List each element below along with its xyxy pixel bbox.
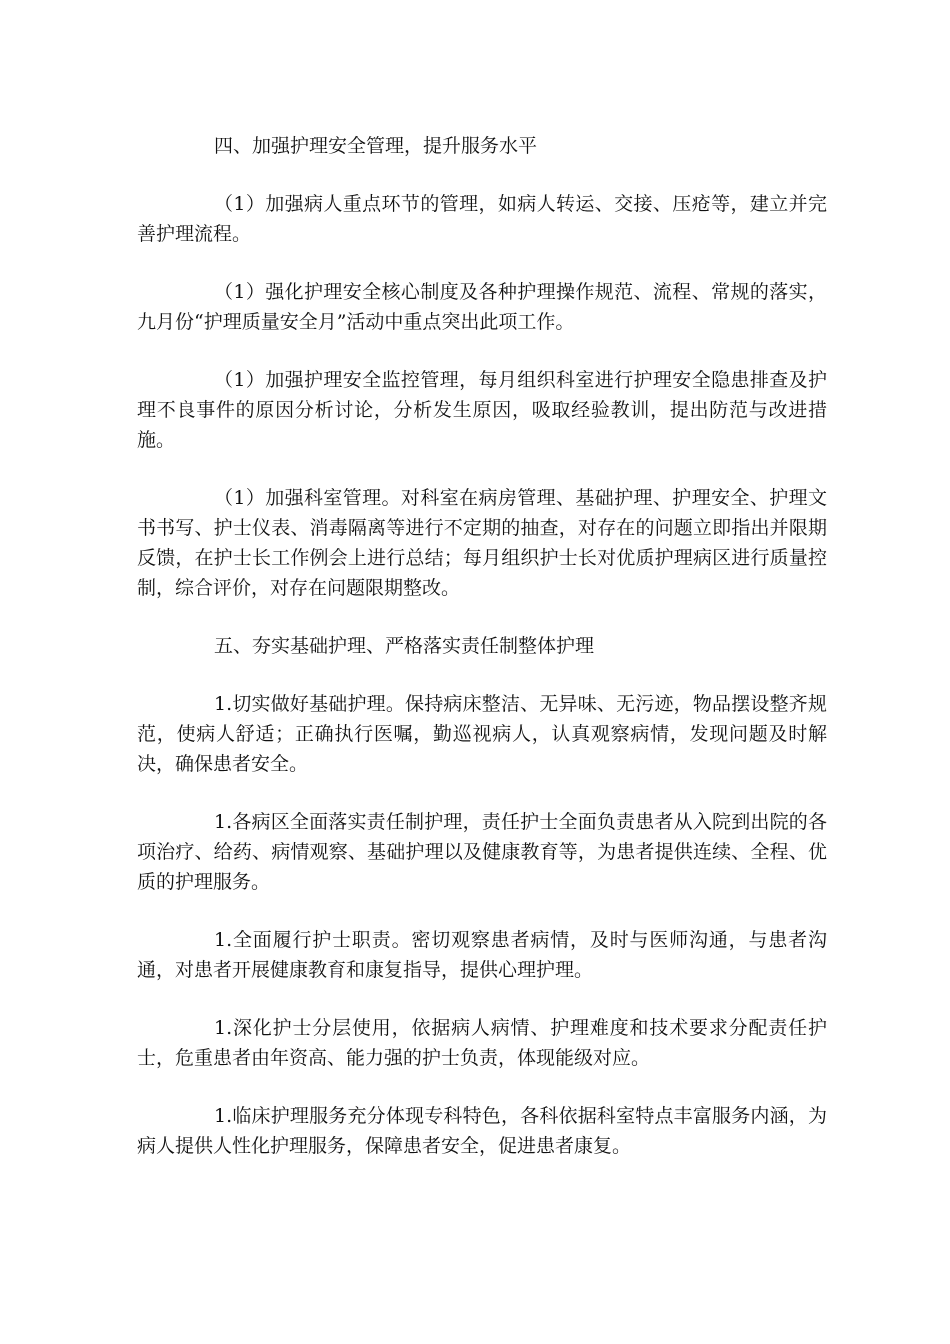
- paragraph: （1）加强科室管理。对科室在病房管理、基础护理、护理安全、护理文书书写、护士仪表、消毒隔离等进行不定期的抽查，对存在的问题立即指出并限期反馈，在护士长工作例会上进行总结；每月组织护士长对优质护理病区进行质量控制，综合评价，对存在问题限期整改。: [137, 487, 827, 599]
- document-body: [137, 131, 827, 1189]
- paragraph: 1.全面履行护士职责。密切观察患者病情，及时与医师沟通，与患者沟通，对患者开展健康教育和康复指导，提供心理护理。: [137, 929, 827, 981]
- section-heading-4: 四、加强护理安全管理，提升服务水平: [214, 135, 538, 157]
- paragraph: （1）强化护理安全核心制度及各种护理操作规范、流程、常规的落实，九月份“护理质量安全月”活动中重点突出此项工作。: [137, 281, 827, 333]
- paragraph: 1.各病区全面落实责任制护理，责任护士全面负责患者从入院到出院的各项治疗、给药、病情观察、基础护理以及健康教育等，为患者提供连续、全程、优质的护理服务。: [137, 811, 827, 893]
- paragraph: （1）加强病人重点环节的管理，如病人转运、交接、压疮等，建立并完善护理流程。: [137, 193, 827, 245]
- paragraph: 1.临床护理服务充分体现专科特色，各科依据科室特点丰富服务内涵，为病人提供人性化护理服务，保障患者安全，促进患者康复。: [137, 1105, 827, 1157]
- section-heading-5: 五、夯实基础护理、严格落实责任制整体护理: [214, 635, 595, 657]
- paragraph: 1.切实做好基础护理。保持病床整洁、无异味、无污迹，物品摆设整齐规范，使病人舒适；正确执行医嘱，勤巡视病人，认真观察病情，发现问题及时解决，确保患者安全。: [137, 693, 827, 775]
- paragraph: 1.深化护士分层使用，依据病人病情、护理难度和技术要求分配责任护士，危重患者由年资高、能力强的护士负责，体现能级对应。: [137, 1017, 827, 1069]
- paragraph: （1）加强护理安全监控管理，每月组织科室进行护理安全隐患排查及护理不良事件的原因分析讨论，分析发生原因，吸取经验教训，提出防范与改进措施。: [137, 369, 827, 451]
